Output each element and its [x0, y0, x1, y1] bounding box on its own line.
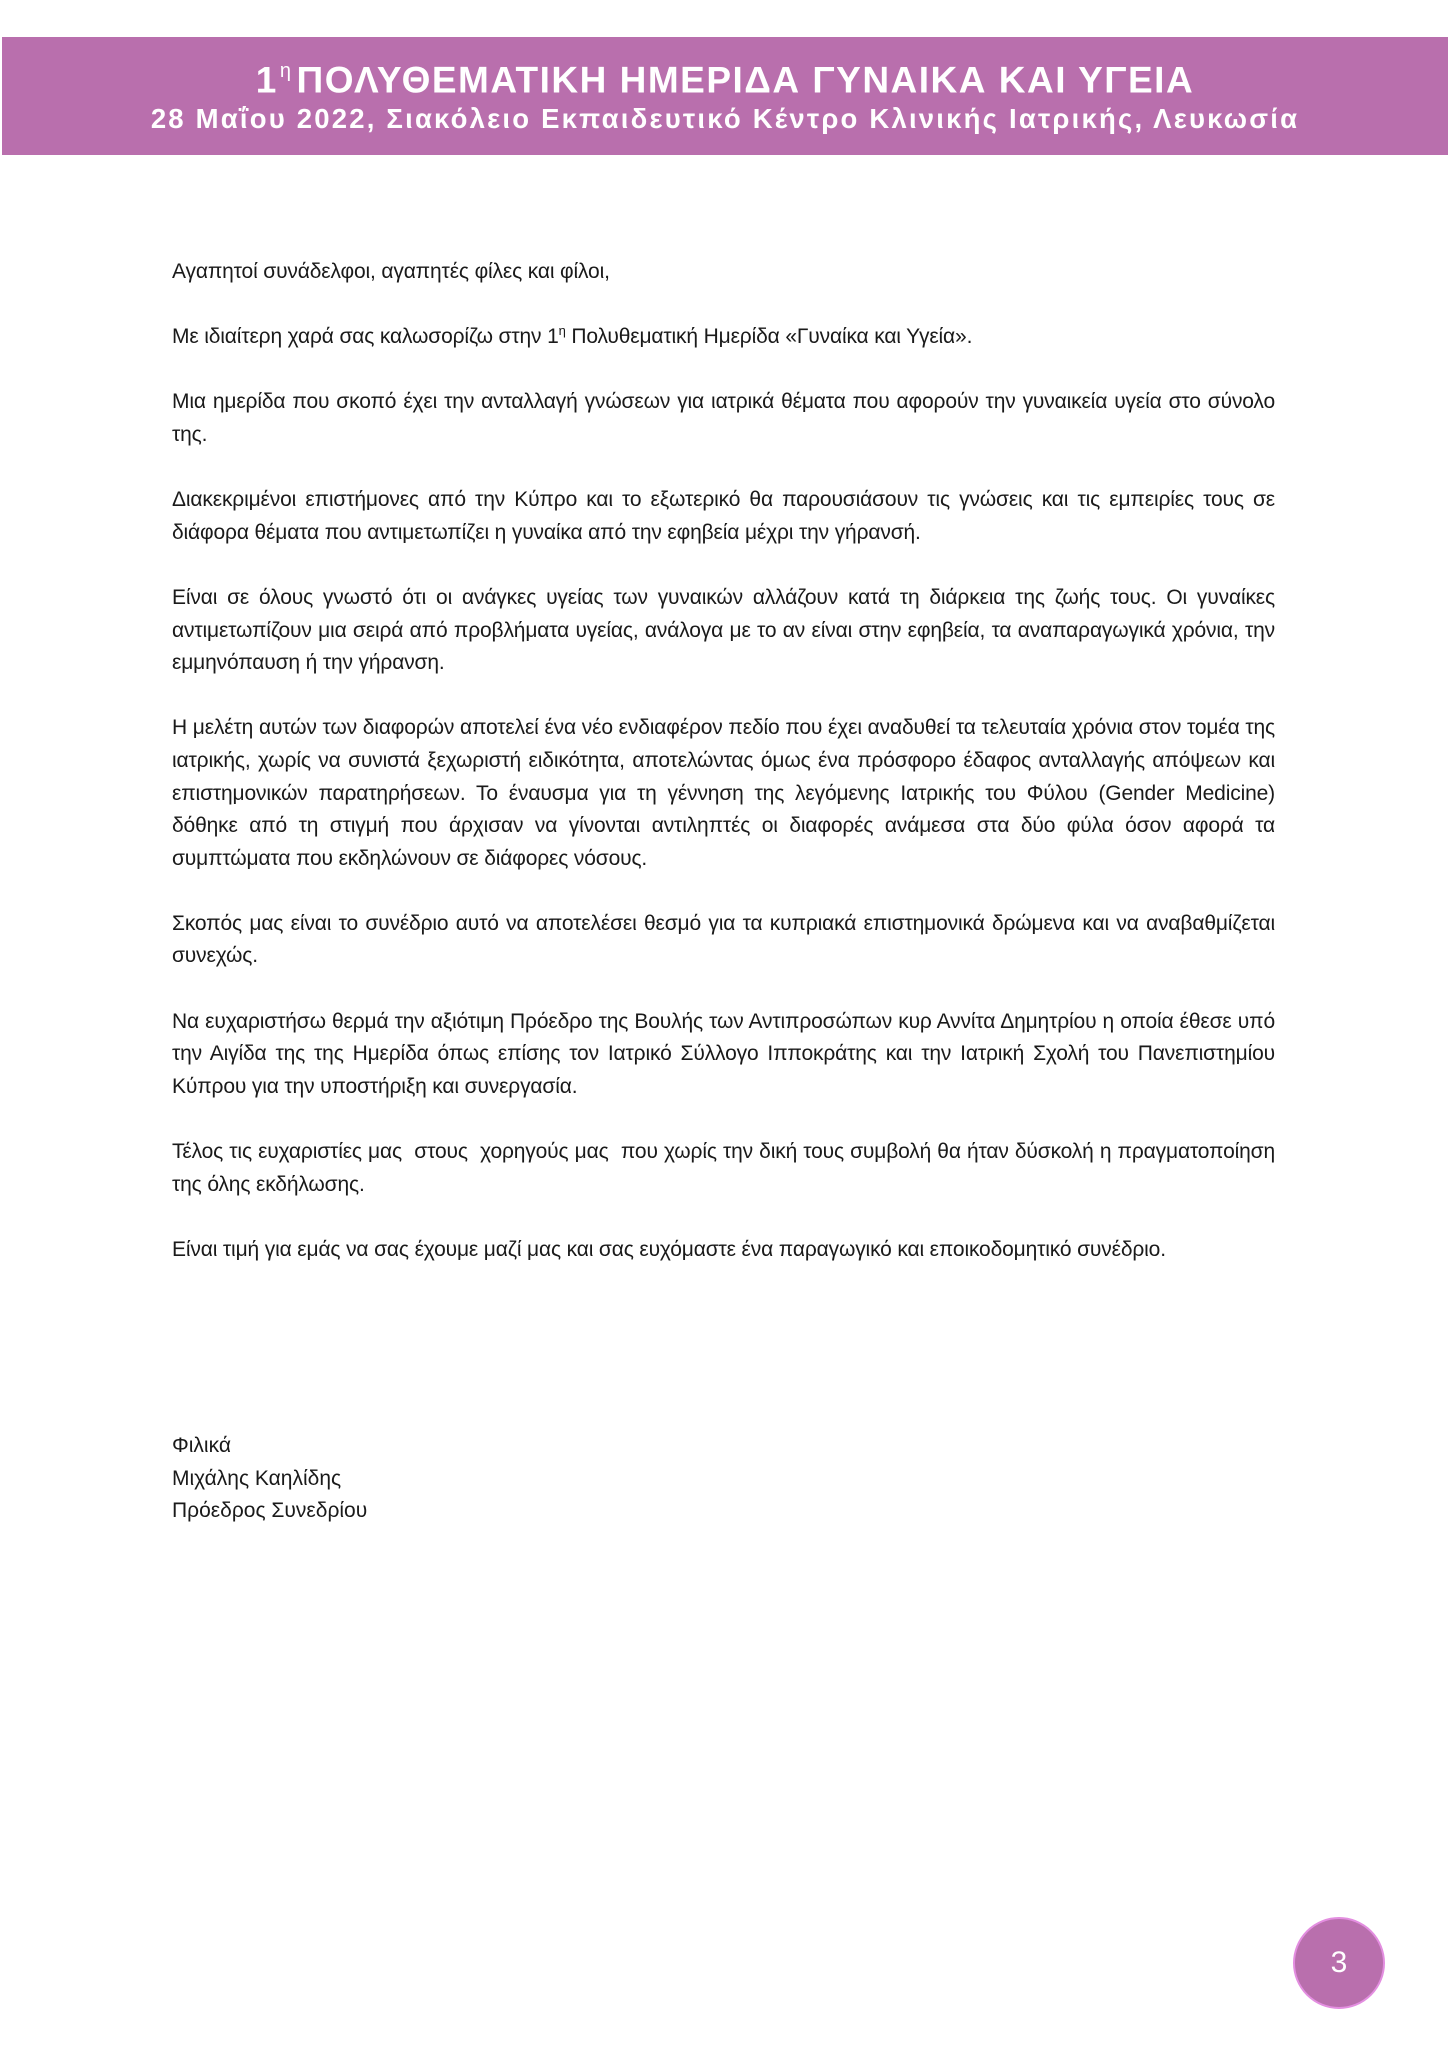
paragraph-speakers: Διακεκριμένοι επιστήμονες από την Κύπρο και το εξωτερικό θα παρουσιάσουν τις γνώσεις και τις εμπειρίες τους σε διάφορα θέματα που αντιμετωπίζει η γυναίκα από την εφηβεία μέχρι την γήρανσή. — [172, 488, 1275, 544]
paragraph-health-needs: Είναι σε όλους γνωστό ότι οι ανάγκες υγείας των γυναικών αλλάζουν κατά τη διάρκεια της ζωής τους. Οι γυναίκες αντιμετωπίζουν μια σειρά από προβλήματα υγείας, ανάλογα με το αν είναι στην εφηβεία, τα αναπαραγωγικά χρόνια, την εμμηνόπαυση ή την γήρανση. — [172, 585, 1275, 675]
paragraph-gender-medicine: Η μελέτη αυτών των διαφορών αποτελεί ένα νέο ενδιαφέρον πεδίο που έχει αναδυθεί τα τελευταία χρόνια στον τομέα της ιατρικής, χωρίς να συνιστά ξεχωριστή ειδικότητα, αποτελώντας όμως ένα πρόσφορο έδαφος ανταλλαγής απόψεων και επιστημονικών παρατηρήσεων. Το έναυσμα για τη γέννηση της λεγόμενης Ιατρικής του Φύλου (Gender Medicine) δόθηκε από τη στιγμή που άρχισαν να γίνονται αντιληπτές οι διαφορές ανάμεσα στα δύο φύλα όσον αφορά τα συμπτώματα που εκδηλώνουν σε διάφορες νόσους. — [172, 716, 1275, 870]
signature-name: Μιχάλης Καηλίδης — [172, 1466, 342, 1490]
event-subtitle: 28 Μαΐου 2022, Σιακόλειο Εκπαιδευτικό Κέντρο Κλινικής Ιατρικής, Λευκωσία — [150, 103, 1300, 134]
welcome-text-before: Με ιδιαίτερη χαρά σας καλωσορίζω στην 1 — [172, 325, 559, 349]
welcome-ordinal-sup: η — [558, 323, 566, 339]
greeting: Αγαπητοί συνάδελφοι, αγαπητές φίλες και φίλοι, — [172, 260, 610, 283]
signature-closing: Φιλικά — [172, 1434, 231, 1457]
welcome-paragraph — [172, 321, 1275, 354]
title-ordinal-sup: η — [279, 60, 293, 82]
event-title — [2, 49, 1448, 104]
title-ordinal: 1 — [255, 59, 278, 101]
paragraph-purpose: Μια ημερίδα που σκοπό έχει την ανταλλαγή γνώσεων για ιατρικά θέματα που αφορούν την γυναικεία υγεία στο σύνολο της. — [172, 390, 1275, 446]
title-text: ΠΟΛΥΘΕΜΑΤΙΚΗ ΗΜΕΡΙΔΑ ΓΥΝΑΙΚΑ ΚΑΙ ΥΓΕΙΑ — [296, 59, 1195, 101]
paragraph-closing: Είναι τιμή για εμάς να σας έχουμε μαζί μας και σας ευχόμαστε ένα παραγωγικό και εποικοδομητικό συνέδριο. — [172, 1237, 1166, 1261]
welcome-letter — [172, 256, 1281, 1299]
paragraph-thanks: Να ευχαριστήσω θερμά την αξιότιμη Πρόεδρο της Βουλής των Αντιπροσώπων κυρ Αννίτα Δημητρίου η οποία έθεσε υπό την Αιγίδα της της Ημερίδα όπως επίσης τον Ιατρικό Σύλλογο Ιπποκράτης και την Ιατρική Σχολή του Πανεπιστημίου Κύπρου για την υποστήριξη και συνεργασία. — [172, 1009, 1275, 1098]
welcome-text-after: Πολυθεματική Ημερίδα «Γυναίκα και Υγεία». — [565, 325, 973, 349]
signature-role: Πρόεδρος Συνεδρίου — [172, 1499, 368, 1523]
signature-block — [172, 1430, 367, 1528]
header-banner — [2, 37, 1448, 155]
page-number-badge: 3 — [1293, 1917, 1385, 2009]
paragraph-sponsors: Τέλος τις ευχαριστίες μας στους χορηγούς μας που χωρίς την δική τους συμβολή θα ήταν δύσκολή η πραγματοποίηση της όλης εκδήλωσης. — [172, 1140, 1281, 1196]
paragraph-goal: Σκοπός μας είναι το συνέδριο αυτό να αποτελέσει θεσμό για τα κυπριακά επιστημονικά δρώμενα και να αναβαθμίζεται συνεχώς. — [172, 911, 1275, 968]
